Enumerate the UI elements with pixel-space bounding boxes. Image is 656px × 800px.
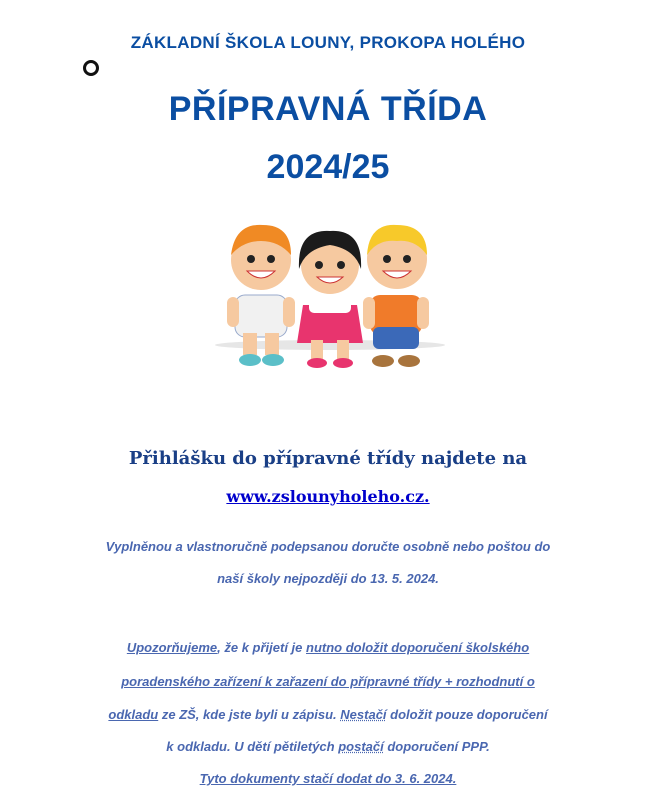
school-year: 2024/25	[266, 148, 390, 186]
notice-deadline: Tyto dokumenty stačí dodat do 3. 6. 2024.	[199, 771, 457, 786]
submit-line-1: Vyplněnou a vlastnoručně podepsanou doručte osobně nebo poštou do	[105, 539, 551, 554]
notice-line-4: k odkladu. U dětí pětiletých postačí doporučení PPP.	[166, 739, 490, 754]
submit-line-2: naší školy nejpozději do 13. 5. 2024.	[217, 571, 439, 586]
children-illustration	[205, 215, 455, 380]
notice-line-2: poradenského zařízení k zařazení do přípravné třídy + rozhodnutí o	[121, 674, 535, 689]
page-title: PŘÍPRAVNÁ TŘÍDA	[168, 90, 488, 128]
notice-line-3: odkladu ze ZŠ, kde jste byli u zápisu. Nestačí doložit pouze doporučení	[108, 707, 548, 722]
notice-emphasis: Upozorňujeme	[126, 640, 218, 655]
notice-line-1: Upozorňujeme, že k přijetí je nutno doložit doporučení školského	[126, 640, 530, 655]
website-link[interactable]: www.zslounyholeho.cz.	[226, 487, 430, 506]
school-name: ZÁKLADNÍ ŠKOLA LOUNY, PROKOPA HOLÉHO	[130, 33, 526, 52]
application-intro: Přihlášku do přípravné třídy najdete na	[128, 448, 528, 469]
ring-icon	[83, 60, 99, 76]
